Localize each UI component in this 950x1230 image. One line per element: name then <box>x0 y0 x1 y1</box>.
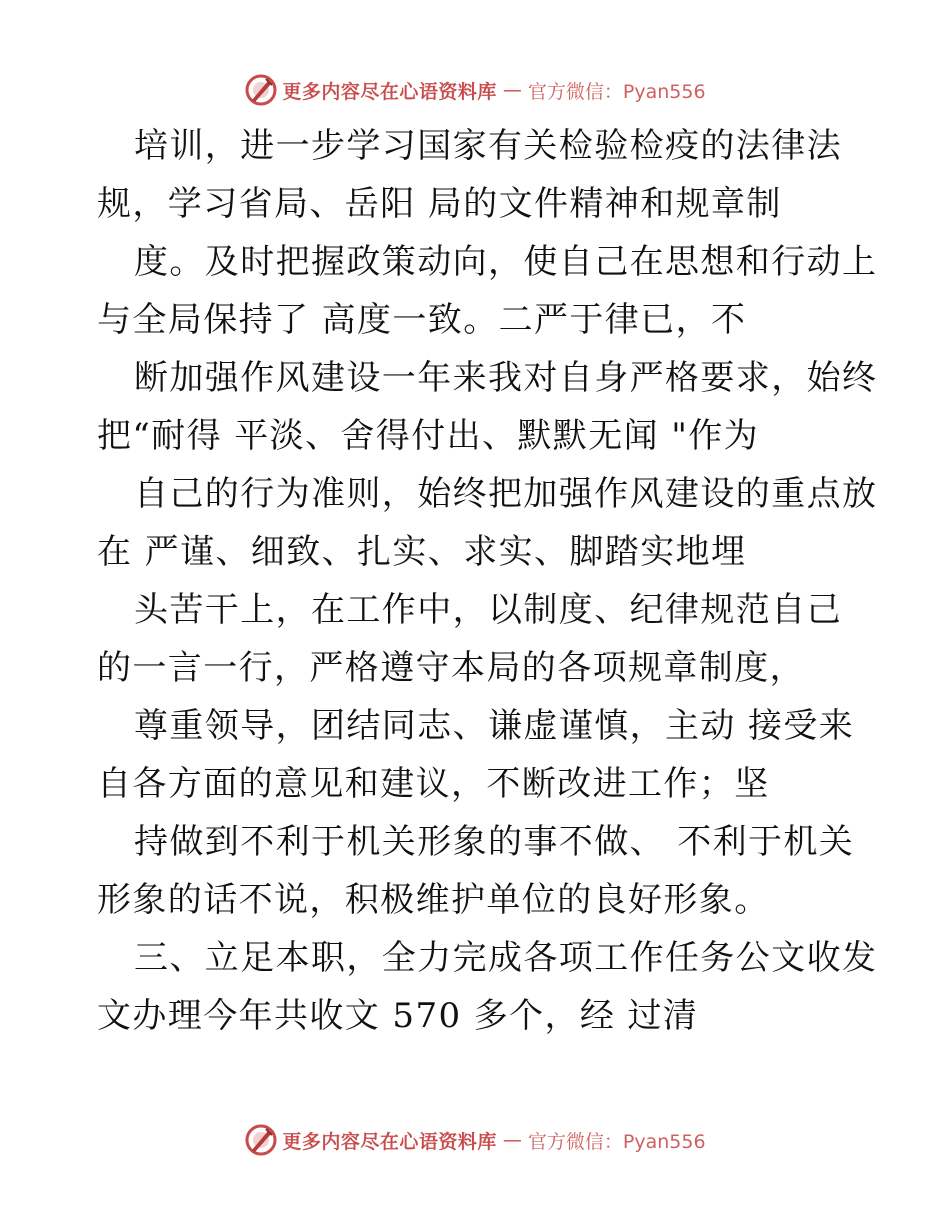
body-line: 头苦干上，在工作中，以制度、纪律规范自己 <box>134 590 842 630</box>
footer-banner-wechat: 官方微信：Pyan556 <box>527 1130 706 1153</box>
body-line: 度。及时把握政策动向，使自己在思想和行动上 <box>134 242 878 282</box>
footer-banner-separator: — <box>502 1129 522 1151</box>
body-line: 把“耐得 平淡、舍得付出、默默无闻 "作为 <box>97 416 760 456</box>
header-banner-inner <box>244 73 705 107</box>
body-line: 培训，进一步学习国家有关检验检疫的法律法 <box>134 126 842 166</box>
footer-banner-text: 更多内容尽在心语资料库 <box>282 1130 497 1153</box>
footer-banner <box>0 1118 950 1162</box>
body-line: 文办理今年共收文 570 多个，经 过清 <box>97 996 699 1036</box>
header-banner-separator: — <box>502 79 522 101</box>
body-line: 自各方面的意见和建议，不断改进工作；坚 <box>97 764 770 804</box>
logo-icon <box>244 73 278 107</box>
body-line: 的一言一行，严格遵守本局的各项规章制度， <box>97 648 805 688</box>
body-line: 尊重领导，团结同志、谦虚谨慎，主动 接受来 <box>134 706 855 746</box>
logo-icon <box>244 1123 278 1157</box>
body-line: 规，学习省局、岳阳 局的文件精神和规章制 <box>97 184 782 224</box>
header-banner <box>0 68 950 112</box>
body-line: 持做到不利于机关形象的事不做、 不利于机关 <box>134 822 855 862</box>
header-banner-text: 更多内容尽在心语资料库 <box>282 80 497 103</box>
body-line: 形象的话不说，积极维护单位的良好形象。 <box>97 880 770 920</box>
body-line: 断加强作风建设一年来我对自身严格要求，始终 <box>134 358 878 398</box>
body-line: 与全局保持了 高度一致。二严于律已，不 <box>97 300 747 340</box>
body-line: 自己的行为准则，始终把加强作风建设的重点放 <box>134 474 878 514</box>
footer-banner-inner <box>244 1123 705 1157</box>
body-line: 在 严谨、细致、扎实、求实、脚踏实地埋 <box>97 532 747 572</box>
body-line: 三、立足本职，全力完成各项工作任务公文收发 <box>134 938 878 978</box>
header-banner-wechat: 官方微信：Pyan556 <box>527 80 706 103</box>
